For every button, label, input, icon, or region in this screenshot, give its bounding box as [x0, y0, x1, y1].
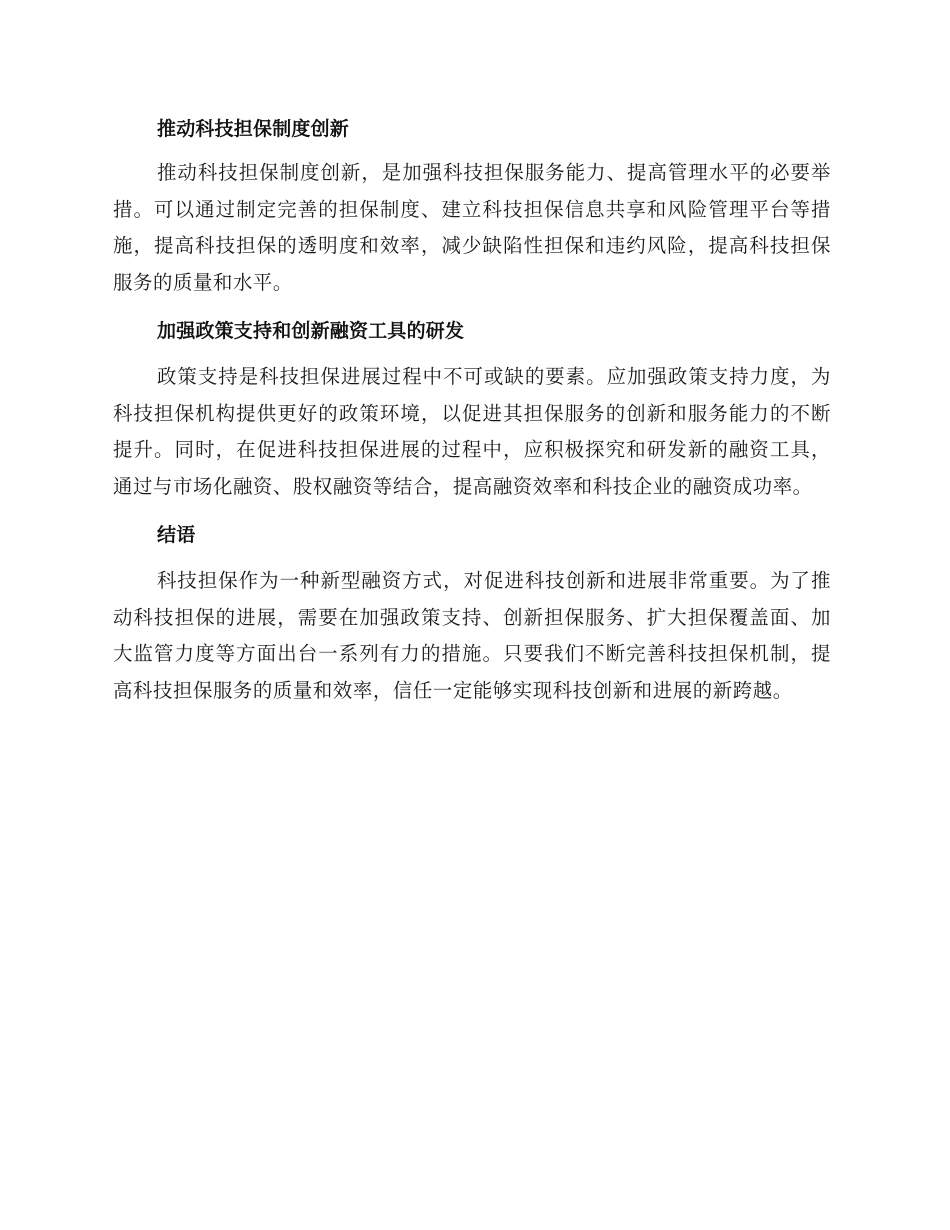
section-paragraph-policy-support: 政策支持是科技担保进展过程中不可或缺的要素。应加强政策支持力度，为科技担保机构提供更好的政策环境，以促进其担保服务的创新和服务能力的不断提升。同时，在促进科技担保进展的过程中，应积极探究和研发新的融资工具，通过与市场化融资、股权融资等结合，提高融资效率和科技企业的融资成功率。 — [113, 365, 831, 498]
section-heading-policy-support: 加强政策支持和创新融资工具的研发 — [157, 320, 465, 342]
document-body — [113, 109, 831, 709]
section-paragraph-tech-guarantee-innovation: 推动科技担保制度创新，是加强科技担保服务能力、提高管理水平的必要举措。可以通过制定完善的担保制度、建立科技担保信息共享和风险管理平台等措施，提高科技担保的透明度和效率，减少缺陷性担保和违约风险，提高科技担保服务的质量和水平。 — [113, 161, 831, 294]
section-paragraph-conclusion: 科技担保作为一种新型融资方式，对促进科技创新和进展非常重要。为了推动科技担保的进展，需要在加强政策支持、创新担保服务、扩大担保覆盖面、加大监管力度等方面出台一系列有力的措施。只要我们不断完善科技担保机制，提高科技担保服务的质量和效率，信任一定能够实现科技创新和进展的新跨越。 — [113, 569, 831, 702]
section-heading-tech-guarantee-innovation: 推动科技担保制度创新 — [157, 118, 350, 140]
section-heading-conclusion: 结语 — [157, 524, 196, 546]
